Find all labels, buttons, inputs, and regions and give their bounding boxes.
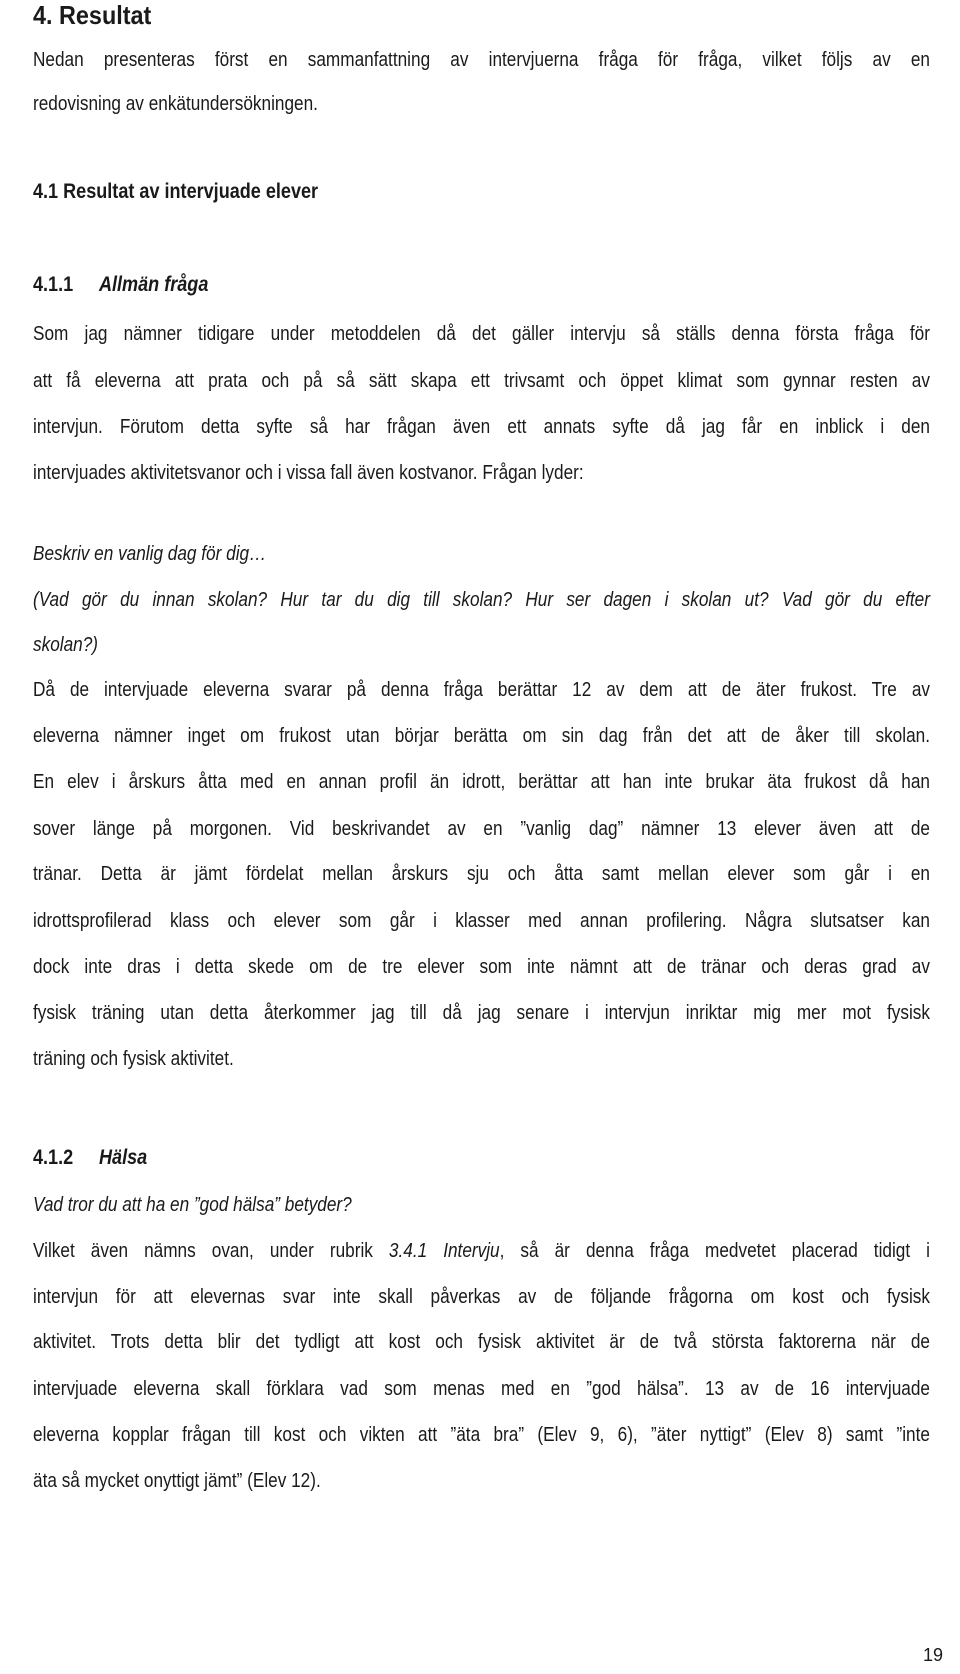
paragraph-line: intervjuades aktivitetsvanor och i vissa fall även kostvanor. Frågan lyder: xyxy=(33,462,584,484)
question-line: (Vad gör du innan skolan? Hur tar du dig till skolan? Hur ser dagen i skolan ut? Vad gör du efter xyxy=(33,589,930,611)
paragraph-line: Som jag nämner tidigare under metoddelen då det gäller intervju så ställs denna första fråga för xyxy=(33,323,930,345)
paragraph-line: intervjun. Förutom detta syfte så har frågan även ett annats syfte då jag får en inblick i den xyxy=(33,416,930,438)
paragraph-line: aktivitet. Trots detta blir det tydligt att kost och fysisk aktivitet är de två största faktorerna när de xyxy=(33,1331,930,1353)
section-reference: 3.4.1 Intervju xyxy=(388,1240,500,1262)
paragraph-line: äta så mycket onyttigt jämt” (Elev 12). xyxy=(33,1470,321,1492)
paragraph-line: sover länge på morgonen. Vid beskrivandet av en ”vanlig dag” nämner 13 elever även att de xyxy=(33,818,930,840)
section-number: 4.1.1 xyxy=(33,273,74,296)
section-heading-4-1-2 xyxy=(33,1146,807,1170)
page-number: 19 xyxy=(922,1645,943,1665)
paragraph-line: intervjun för att elevernas svar inte skall påverkas av de följande frågorna om kost och fysisk xyxy=(33,1286,930,1308)
text-segment: Vilket även nämns ovan, under rubrik xyxy=(33,1240,389,1262)
intro-line-1: Nedan presenteras först en sammanfattning av intervjuerna fråga för fråga, vilket följs av en xyxy=(33,49,930,71)
question-line: Beskriv en vanlig dag för dig… xyxy=(33,543,267,565)
chapter-heading: 4. Resultat xyxy=(33,0,152,30)
paragraph-line: tränar. Detta är jämt fördelat mellan årskurs sju och åtta samt mellan elever som går i en xyxy=(33,863,930,885)
paragraph-line: idrottsprofilerad klass och elever som går i klasser med annan profilering. Några slutsatser kan xyxy=(33,910,930,932)
paragraph-line: eleverna kopplar frågan till kost och vikten att ”äta bra” (Elev 9, 6), ”äter nyttigt” (Elev 8) samt ”inte xyxy=(33,1424,930,1446)
question-line: Vad tror du att ha en ”god hälsa” betyder? xyxy=(33,1194,352,1216)
paragraph-line: fysisk träning utan detta återkommer jag till då jag senare i intervjun inriktar mig mer mot fysisk xyxy=(33,1002,930,1024)
paragraph-line: En elev i årskurs åtta med en annan profil än idrott, berättar att han inte brukar äta frukost då han xyxy=(33,771,930,793)
section-number: 4.1.2 xyxy=(33,1146,74,1169)
paragraph-line: Då de intervjuade eleverna svarar på denna fråga berättar 12 av dem att de äter frukost. Tre av xyxy=(33,679,930,701)
section-heading-4-1: 4.1 Resultat av intervjuade elever xyxy=(33,180,319,203)
question-line: skolan?) xyxy=(33,634,99,656)
section-title: Allmän fråga xyxy=(98,273,209,296)
paragraph-line xyxy=(33,1239,930,1263)
paragraph-line: träning och fysisk aktivitet. xyxy=(33,1048,234,1070)
text-segment: , så är denna fråga medvetet placerad tidigt i xyxy=(499,1240,930,1262)
paragraph-line: intervjuade eleverna skall förklara vad som menas med en ”god hälsa”. 13 av de 16 intervjuade xyxy=(33,1378,930,1400)
paragraph-line: att få eleverna att prata och på så sätt skapa ett trivsamt och öppet klimat som gynnar resten av xyxy=(33,370,930,392)
intro-line-2: redovisning av enkätundersökningen. xyxy=(33,93,318,115)
section-heading-4-1-1 xyxy=(33,273,807,297)
paragraph-line: eleverna nämner inget om frukost utan börjar berätta om sin dag från det att de åker till skolan. xyxy=(33,725,930,747)
paragraph-line: dock inte dras i detta skede om de tre elever som inte nämnt att de tränar och deras grad av xyxy=(33,956,930,978)
section-title: Hälsa xyxy=(98,1146,148,1169)
